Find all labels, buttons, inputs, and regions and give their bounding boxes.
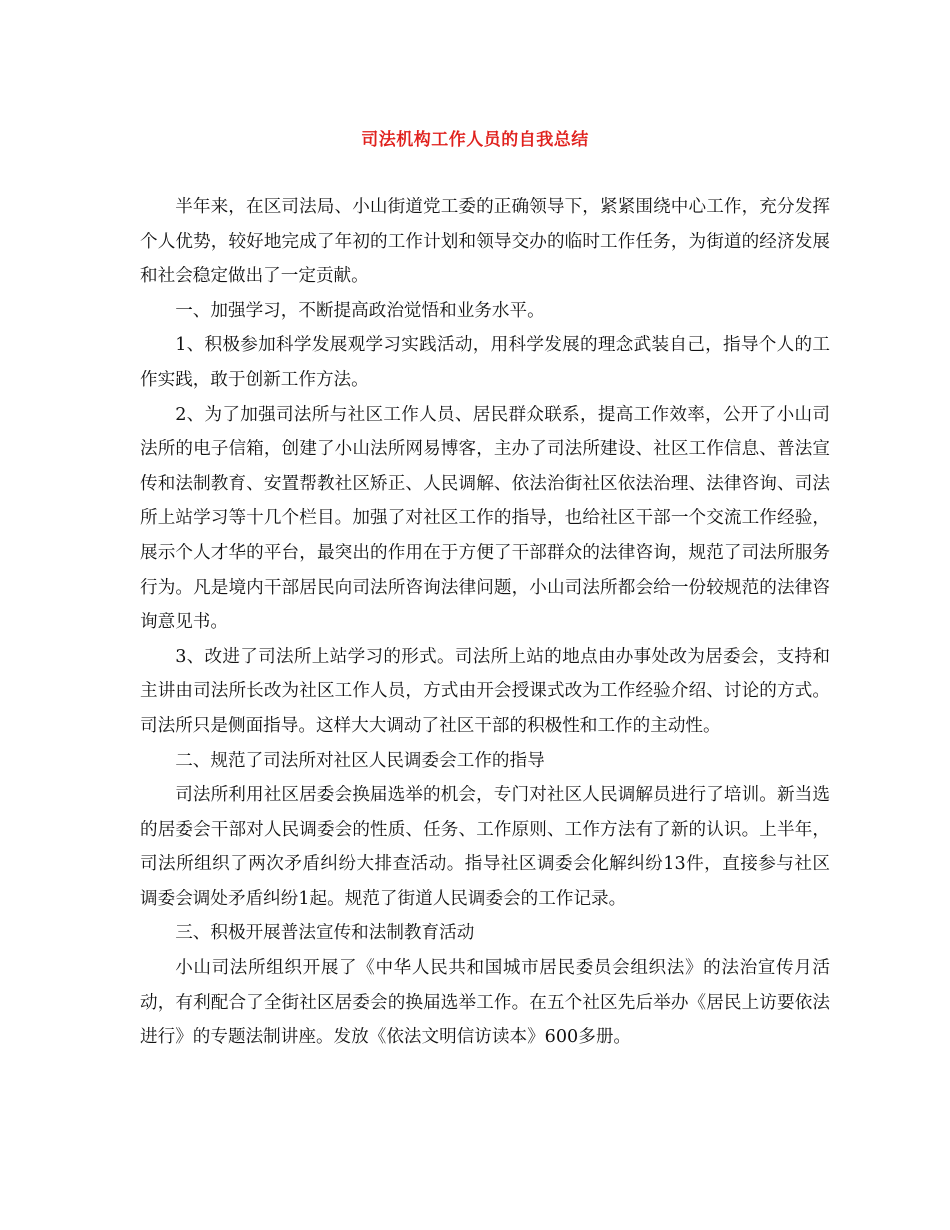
paragraph-intro: 半年来，在区司法局、小山街道党工委的正确领导下，紧紧围绕中心工作，充分发挥个人优势，较好地完成了年初的工作计划和领导交办的临时工作任务，为街道的经济发展和社会稳定做出了一定贡献。 xyxy=(140,197,830,287)
section-heading-1: 一、加强学习，不断提高政治觉悟和业务水平。 xyxy=(175,300,545,321)
document-title: 司法机构工作人员的自我总结 xyxy=(361,130,589,150)
paragraph-1-2: 2、为了加强司法所与社区工作人员、居民群众联系，提高工作效率，公开了小山司法所的电子信箱，创建了小山法所网易博客，主办了司法所建设、社区工作信息、普法宣传和法制教育、安置帮教社区矫正、人民调解、依法治街社区依法治理、法律咨询、司法所上站学习等十几个栏目。加强了对社区工作的指导，也给社区干部一个交流工作经验，展示个人才华的平台，最突出的作用在于方便了干部群众的法律咨询，规范了司法所服务行为。凡是境内干部居民向司法所咨询法律问题，小山司法所都会给一份较规范的法律咨询意见书。 xyxy=(140,404,830,633)
section-heading-3: 三、积极开展普法宣传和法制教育活动 xyxy=(175,923,475,944)
document-body xyxy=(140,190,830,1055)
section-heading-2: 二、规范了司法所对社区人民调委会工作的指导 xyxy=(175,750,545,771)
paragraph-1-3: 3、改进了司法所上站学习的形式。司法所上站的地点由办事处改为居委会，支持和主讲由司法所长改为社区工作人员，方式由开会授课式改为工作经验介绍、讨论的方式。司法所只是侧面指导。这样大大调动了社区干部的积极性和工作的主动性。 xyxy=(140,646,830,736)
paragraph-3: 小山司法所组织开展了《中华人民共和国城市居民委员会组织法》的法治宣传月活动，有利配合了全街社区居委会的换届选举工作。在五个社区先后举办《居民上访要依法进行》的专题法制讲座。发放《依法文明信访读本》600多册。 xyxy=(140,958,830,1048)
paragraph-1-1: 1、积极参加科学发展观学习实践活动，用科学发展的理念武装自己，指导个人的工作实践，敢于创新工作方法。 xyxy=(140,335,830,390)
paragraph-2: 司法所利用社区居委会换届选举的机会，专门对社区人民调解员进行了培训。新当选的居委会干部对人民调委会的性质、任务、工作原则、工作方法有了新的认识。上半年，司法所组织了两次矛盾纠纷大排查活动。指导社区调委会化解纠纷13件，直接参与社区调委会调处矛盾纠纷1起。规范了街道人民调委会的工作记录。 xyxy=(140,785,830,909)
